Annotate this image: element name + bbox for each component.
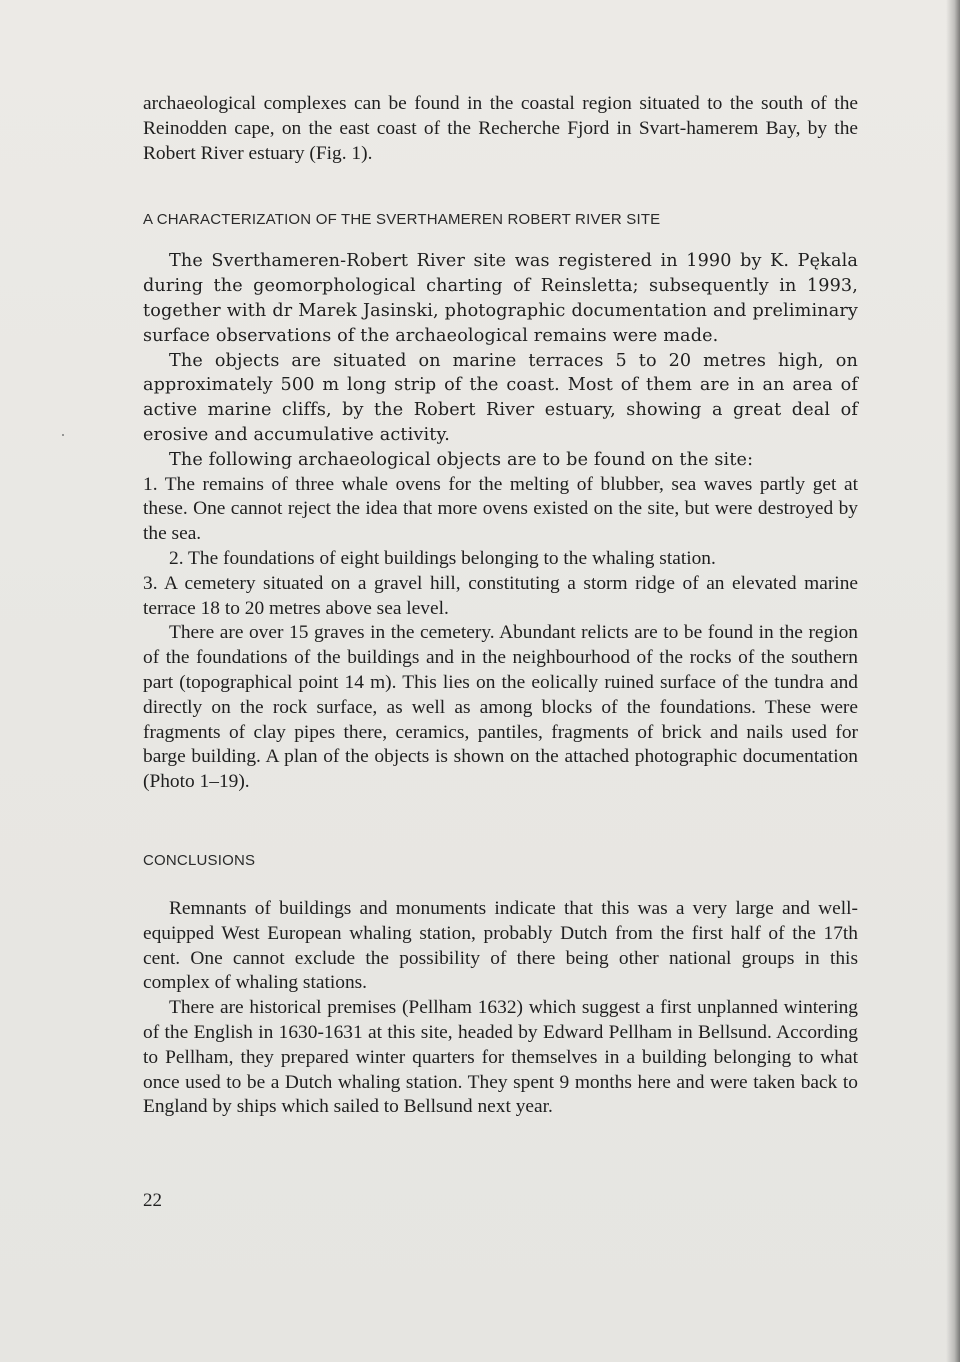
section-heading-conclusions: CONCLUSIONS <box>143 851 256 869</box>
site-list-item-foundations: 2. The foundations of eight buildings belonging to the whaling station. <box>169 547 716 569</box>
site-paragraph-terraces: The objects are situated on marine terraces 5 to 20 metres high, on approximately 500 m long strip of the coast. Most of them are in an area of active marine cliffs, by the Robert River estuary, showing a great deal of erosive and accumulative activity. <box>143 350 858 445</box>
intro-paragraph: archaeological complexes can be found in the coastal region situated to the south of the Reinodden cape, on the east coast of the Recherche Fjord in Svart-hamerem Bay, by the Robert River estuary (Fig. 1). <box>143 93 858 164</box>
conclusions-paragraph-remnants: Remnants of buildings and monuments indicate that this was a very large and well-equipped West European whaling station, probably Dutch from the first half of the 17th cent. One cannot exclude the possibility of there being other national groups in this complex of whaling stations. <box>143 897 858 994</box>
page-edge-shadow <box>946 0 960 1362</box>
site-list-item-cemetery: 3. A cemetery situated on a gravel hill, constituting a storm ridge of an elevated marine terrace 18 to 20 metres above sea level. <box>143 572 858 619</box>
page-number: 22 <box>143 1190 162 1211</box>
site-list-item-whale-ovens: 1. The remains of three whale ovens for the melting of blubber, sea waves partly get at these. One cannot reject the idea that more ovens existed on the site, but were destroyed by the sea. <box>143 473 858 545</box>
conclusions-paragraph-pellham: There are historical premises (Pellham 1632) which suggest a first unplanned wintering of the English in 1630-1631 at this site, headed by Edward Pellham in Bellsund. According to Pellham, they prepared winter quarters for themselves in a building belonging to what once used to be a Dutch whaling station. They spent 9 months here and were taken back to England by ships which sailed to Bellsund next year. <box>143 997 858 1118</box>
scan-speck <box>62 434 64 436</box>
section-heading-site-characterization: A CHARACTERIZATION OF THE SVERTHAMEREN ROBERT RIVER SITE <box>143 211 661 229</box>
page-content <box>143 92 858 1120</box>
site-paragraph-graves: There are over 15 graves in the cemetery. Abundant relicts are to be found in the region of the foundations of the buildings and in the neighbourhood of the rocks of the southern part (topographical point 14 m). This lies on the eolically ruined surface of the tundra and directly on the rock surface, as well as among blocks of the foundations. These were fragments of clay pipes there, ceramics, pantiles, fragments of brick and nails used for barge building. A plan of the objects is shown on the attached photographic documentation (Photo 1–19). <box>143 622 858 793</box>
site-paragraph-registration: The Sverthameren-Robert River site was registered in 1990 by K. Pękala during the geomorphological charting of Reinsletta; subsequently in 1993, together with dr Marek Jasinski, photographic documentation and preliminary surface observations of the archaeological remains were made. <box>143 251 858 346</box>
site-paragraph-objects-intro: The following archaeological objects are to be found on the site: <box>169 449 754 470</box>
